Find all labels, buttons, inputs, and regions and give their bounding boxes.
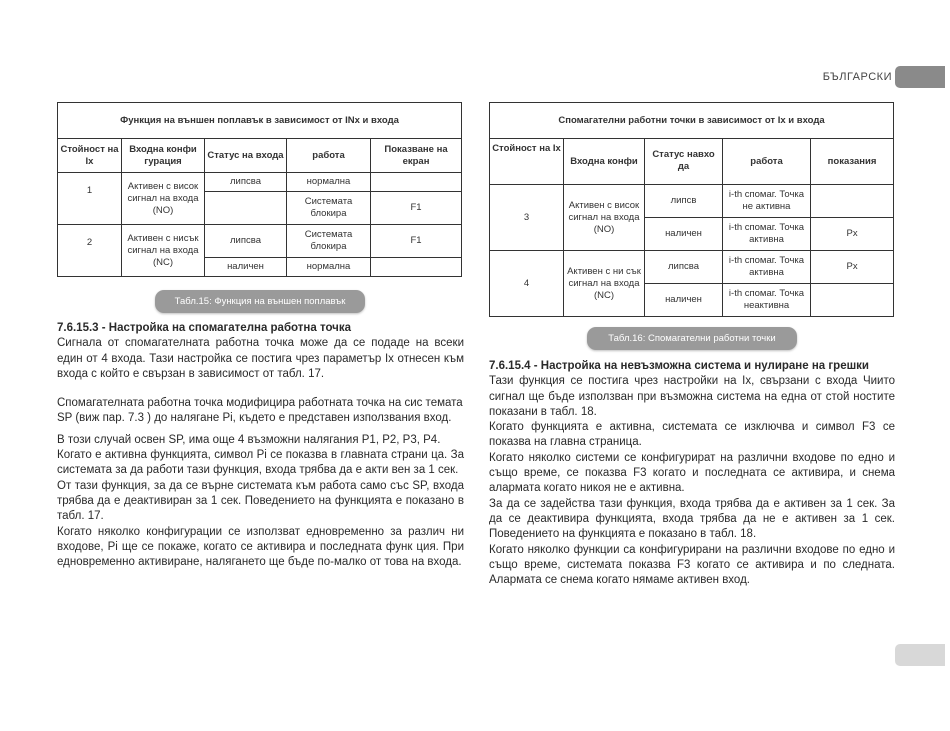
cell-value: 2 bbox=[58, 225, 122, 277]
column-header: работа bbox=[723, 139, 811, 185]
column-header: Показване на екран bbox=[371, 139, 462, 173]
cell-config: Активен с нисък сигнал на входа (NC) bbox=[122, 225, 205, 277]
cell-display bbox=[811, 284, 894, 317]
paragraph: Когато няколко функции са конфигурирани на различни входове по едно и също време, системата показва F3 когато се активира и по следната. Алармата се снема когато нямаме активен вход. bbox=[489, 543, 895, 587]
cell-work: i-th спомаг. Точка не активна bbox=[723, 185, 811, 218]
paragraph: В този случай освен SP, има още 4 възможни налягания P1, P2, P3, P4. bbox=[57, 433, 441, 446]
column-header: Статус навхо да bbox=[645, 139, 723, 185]
cell-config: Активен с висок сигнал на входа (NO) bbox=[122, 173, 205, 225]
table-row bbox=[490, 185, 894, 218]
cell-display bbox=[371, 258, 462, 277]
cell-status bbox=[205, 192, 287, 225]
column-header: Входна конфи bbox=[564, 139, 645, 185]
table-row bbox=[490, 251, 894, 284]
section-heading: 7.6.15.3 - Настройка на спомагателна работна точка bbox=[57, 322, 352, 334]
language-tab bbox=[895, 66, 945, 88]
table-16-caption: Табл.16: Спомагателни работни точки bbox=[587, 327, 797, 350]
cell-display bbox=[371, 173, 462, 192]
column-header: Стойност на Ix bbox=[58, 139, 122, 173]
cell-display: F1 bbox=[371, 192, 462, 225]
page-number-tab bbox=[895, 644, 945, 666]
cell-work: нормална bbox=[287, 258, 371, 277]
right-column-text bbox=[489, 359, 895, 588]
cell-value: 3 bbox=[490, 185, 564, 251]
paragraph: Тази функция се постига чрез настройки на Ix, свързани с входа Чиито сигнал ще бъде използван при възможна система на една от стой ностите показани в табл. 18. bbox=[489, 375, 895, 418]
paragraph: Сигнала от спомагателната работна точка може да се подаде на всеки един от 4 входа. Тази настройка се постига чрез параметър Ix отнесен към входа с който е свързан в зависимост от табл. 17. bbox=[57, 337, 464, 380]
table-row bbox=[58, 173, 462, 192]
cell-status: наличен bbox=[205, 258, 287, 277]
cell-work: i-th спомаг. Точка неактивна bbox=[723, 284, 811, 317]
cell-status: липсва bbox=[205, 173, 287, 192]
table-15-caption: Табл.15: Функция на външен поплавък bbox=[155, 290, 365, 313]
cell-status: наличен bbox=[645, 218, 723, 251]
table-15 bbox=[57, 102, 462, 277]
paragraph: От тази функция, за да се върне системата към работа само със SP, входа трябва да е деактивиран за 1 сек. Поведението на функцията е показано в табл. 17. bbox=[57, 479, 464, 523]
paragraph: SP (виж пар. 7.3 ) до налягане Pi, където е представен използвания вход. bbox=[57, 412, 452, 425]
cell-display bbox=[811, 185, 894, 218]
cell-config: Активен с ни сък сигнал на входа (NC) bbox=[564, 251, 645, 317]
column-header: Статус на входа bbox=[205, 139, 287, 173]
cell-work: нормална bbox=[287, 173, 371, 192]
cell-value: 4 bbox=[490, 251, 564, 317]
paragraph: Когато е активна функцията, символ Pi се показва в главната страни ца. За системата за да работи тази функция, входа трябва да е акти вен за 1 сек. bbox=[57, 449, 464, 477]
paragraph: Когато няколко системи се конфигурират на различни входове по едно и също време, се показва F3 когато и последната се активира, и снема алармата когато никоя не е активна. bbox=[489, 451, 895, 495]
cell-status: липсва bbox=[205, 225, 287, 258]
paragraph: Спомагателната работна точка модифицира работната точка на сис темата bbox=[57, 397, 463, 410]
table-title: Спомагателни работни точки в зависимост от Ix и входа bbox=[490, 103, 894, 139]
table-title: Функция на външен поплавък в зависимост от INx и входа bbox=[58, 103, 462, 139]
paragraph: Когато функцията е активна, системата се изключва и символ F3 се показва на главна страница. bbox=[489, 421, 895, 449]
cell-status: липсв bbox=[645, 185, 723, 218]
cell-status: наличен bbox=[645, 284, 723, 317]
table-header-row bbox=[490, 139, 894, 185]
cell-work: Системата блокира bbox=[287, 192, 371, 225]
cell-display: Px bbox=[811, 218, 894, 251]
language-label: БЪЛГАРСКИ bbox=[822, 71, 892, 83]
paragraph: За да се задейства тази функция, входа трябва да е активен за 1 сек. За да се деактивира функцията, входа трябва да не е активен за 1 сек. Поведението на функцията е показано в табл. 18. bbox=[489, 497, 895, 541]
paragraph: Когато няколко конфигурации се използват едновременно за различ ни входове, Pi ще се покаже, когато се активира и последната функ ция. При едновременно активиране, налягането ще бъде по-малко от това на входа. bbox=[57, 525, 464, 569]
cell-value: 1 bbox=[58, 173, 122, 225]
cell-work: i-th спомаг. Точка активна bbox=[723, 251, 811, 284]
table-header-row bbox=[58, 139, 462, 173]
cell-status: липсва bbox=[645, 251, 723, 284]
column-header: Входна конфи гурация bbox=[122, 139, 205, 173]
cell-display: Px bbox=[811, 251, 894, 284]
table-16 bbox=[489, 102, 894, 317]
left-column-text bbox=[57, 321, 464, 570]
cell-work: i-th спомаг. Точка активна bbox=[723, 218, 811, 251]
column-header: Стойност на Ix bbox=[490, 139, 564, 185]
section-heading: 7.6.15.4 - Настройка на невъзможна система и нулиране на грешки bbox=[489, 360, 869, 372]
cell-config: Активен с висок сигнал на входа (NO) bbox=[564, 185, 645, 251]
cell-work: Системата блокира bbox=[287, 225, 371, 258]
column-header: работа bbox=[287, 139, 371, 173]
cell-display: F1 bbox=[371, 225, 462, 258]
column-header: показания bbox=[811, 139, 894, 185]
table-row bbox=[58, 225, 462, 258]
